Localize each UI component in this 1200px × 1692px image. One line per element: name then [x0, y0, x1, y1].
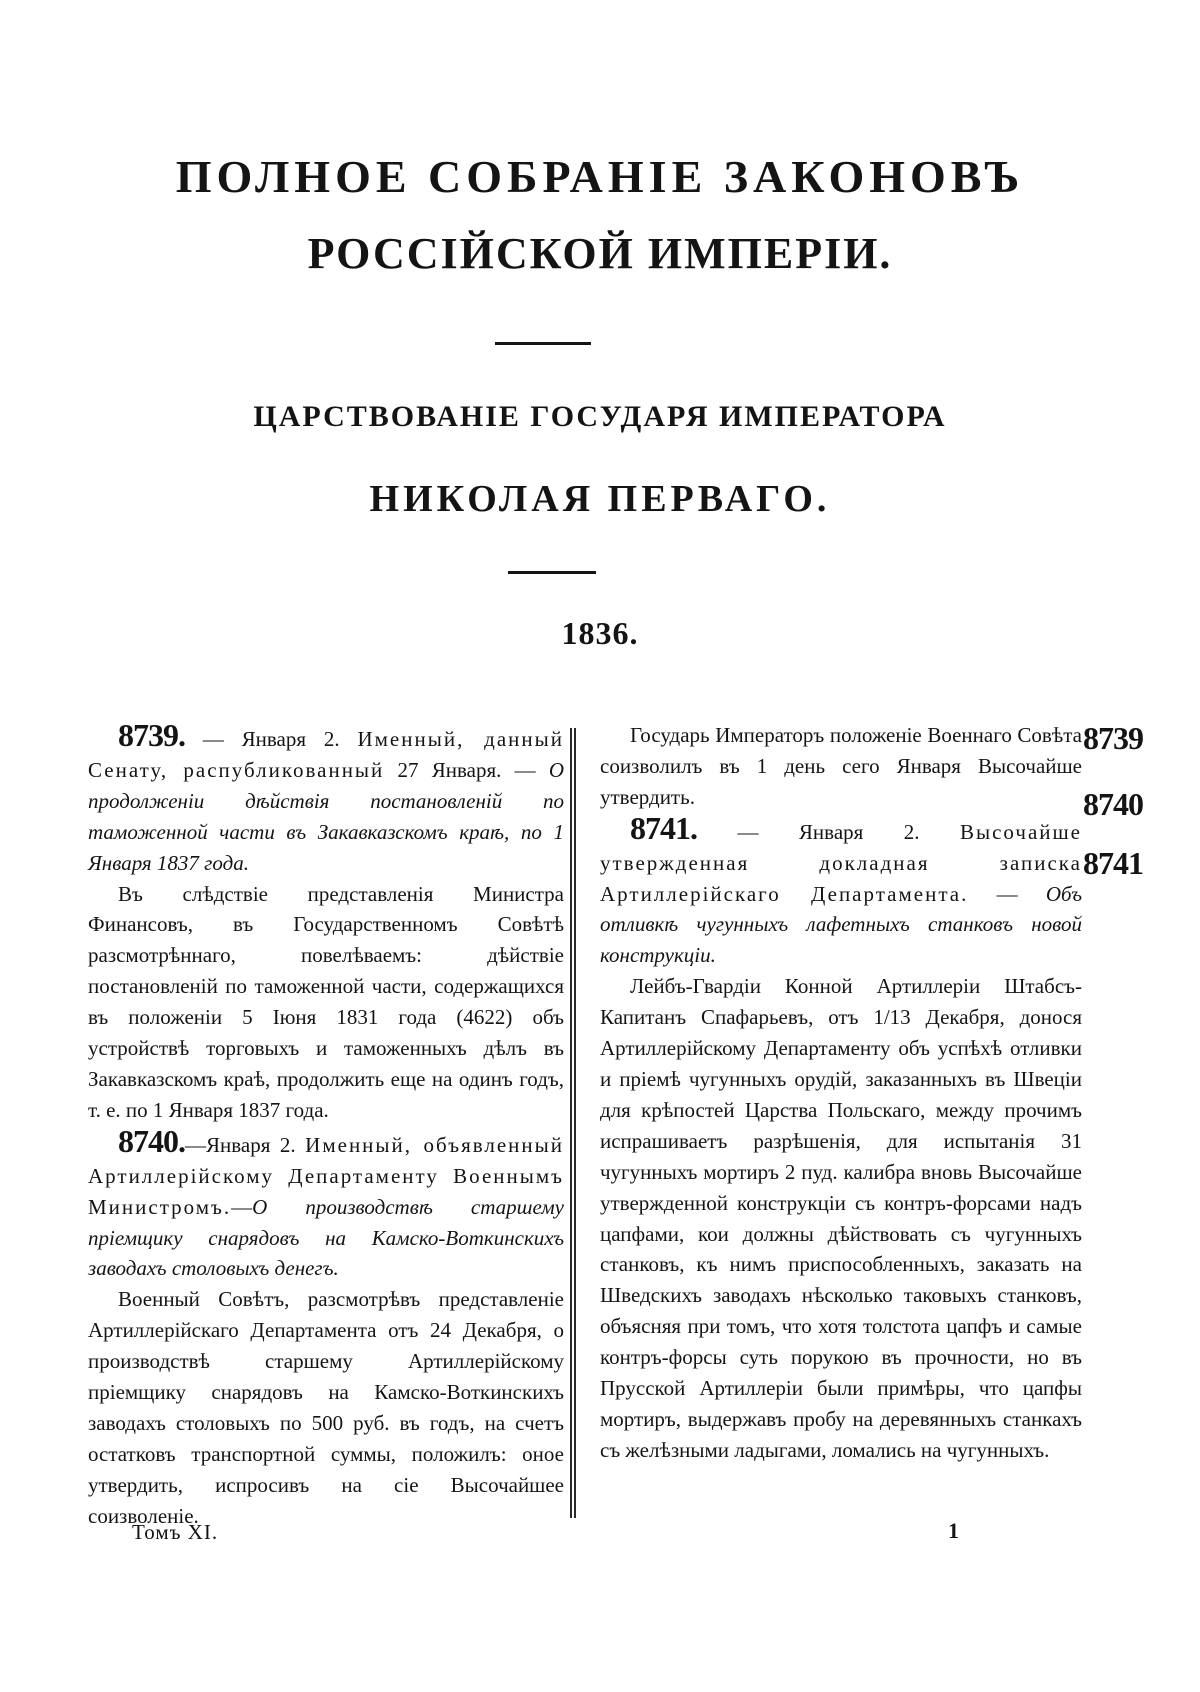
entry-8740-continuation: Государь Императоръ положеніе Военнаго Совѣта соизволилъ въ 1 день сего Января Высочайше утвердить. [600, 723, 1082, 809]
margin-number: 8740 [1083, 786, 1143, 822]
reign-heading: ЦАРСТВОВАНІЕ ГОСУДАРЯ ИМПЕРАТОРА [253, 400, 947, 433]
entry-subject: Объ отливкѣ чугунныхъ лафетныхъ станковъ новой конструкціи. [600, 881, 1082, 968]
entry-8741-heading: 8741. — Января 2. Высочайше утвержденная докладная записка Артиллерійскаго Департамента. — Объ отливкѣ чугунныхъ лафетныхъ станковъ новой конструкціи. [600, 809, 1082, 968]
entry-number: 8740. [118, 1122, 185, 1159]
left-column [88, 717, 564, 1532]
entry-number: 8741. [630, 809, 697, 846]
collection-subtitle: РОССІЙСКОЙ ИМПЕРІИ. [307, 229, 893, 278]
entry-subject: О производствѣ старшему пріемщику снарядовъ на Камско-Воткинскихъ заводахъ столовыхъ денегъ. [88, 1194, 564, 1281]
entry-8739-heading: 8739. — Января 2. Именный, данный Сенату, распубликованный 27 Января. — О продолженіи дѣйствія постановленій по таможенной части въ Закавказскомъ краѣ, по 1 Января 1837 года. [88, 717, 564, 875]
year-heading: 1836. [561, 615, 639, 651]
entry-number: 8739. [118, 717, 185, 753]
entry-8740-body: Военный Совѣтъ, разсмотрѣвъ представленіе Артиллерійскаго Департамента отъ 24 Декабря, о производствѣ старшему Артиллерійскому пріемщику снарядовъ на Камско-Воткинскихъ заводахъ столовыхъ по 500 руб. въ годъ, на счетъ остатковъ транспортной суммы, положилъ: оное утвердить, испросивъ на сіе Высочайшее соизволеніе. [88, 1287, 564, 1528]
entry-8741-body: Лейбъ-Гвардіи Конной Артиллеріи Штабсъ-Капитанъ Спафарьевъ, отъ 1/13 Декабря, донося Артиллерійскому Департаменту объ успѣхѣ отливки и пріемѣ чугунныхъ орудій, заказанныхъ въ Швеціи для крѣпостей Царства Польскаго, между прочимъ испрашиваетъ разрѣшенія, для испытанія 31 чугунныхъ мортиръ 2 пуд. калибра вновь Высочайше утвержденной конструкціи съ контръ-форсами надъ цапфами, кои должны дѣйствовать съ чугунныхъ станковъ, къ нимъ приспособленныхъ, заказать на Шведскихъ заводахъ нѣсколько таковыхъ станковъ, объясняя при томъ, что хотя толстота цапфъ и самые контръ-форсы суть порукою въ прочности, но въ Прусской Артиллеріи были примѣры, что цапфы мортиръ, выдержавъ пробу на деревянныхъ станкахъ съ желѣзными ладыгами, ломались на чугунныхъ. [600, 974, 1082, 1462]
collection-title: ПОЛНОЕ СОБРАНІЕ ЗАКОНОВЪ [175, 151, 1025, 202]
entry-8740-heading: 8740.—Января 2. Именный, объявленный Артиллерійскому Департаменту Военнымъ Министромъ.—О производствѣ старшему пріемщику снарядовъ на Камско-Воткинскихъ заводахъ столовыхъ денегъ. [88, 1122, 564, 1281]
column-divider [570, 728, 576, 1518]
margin-number: 8741 [1083, 845, 1143, 881]
header-rule [495, 342, 591, 345]
reign-emperor-name: НИКОЛАЯ ПЕРВАГО. [369, 478, 831, 520]
volume-label: Томъ XI. [132, 1520, 219, 1544]
header-rule [508, 571, 596, 574]
page-signature: 1 [948, 1518, 959, 1543]
margin-number: 8739 [1083, 720, 1143, 756]
entry-subject: О продолженіи дѣйствія постановленій по таможенной части въ Закавказскомъ краѣ, по 1 Января 1837 года. [88, 757, 564, 875]
entry-8739-body: Въ слѣдствіе представленія Министра Финансовъ, въ Государственномъ Совѣтѣ разсмотрѣннаго, повелѣваемъ: дѣйствіе постановленій по таможенной части, содержащихся въ положеніи 5 Іюня 1831 года (4622) объ устройствѣ торговыхъ и таможенныхъ дѣлъ въ Закавказскомъ краѣ, продолжить еще на одинъ годъ, т. е. по 1 Января 1837 года. [88, 881, 564, 1122]
right-column [600, 720, 1082, 1466]
